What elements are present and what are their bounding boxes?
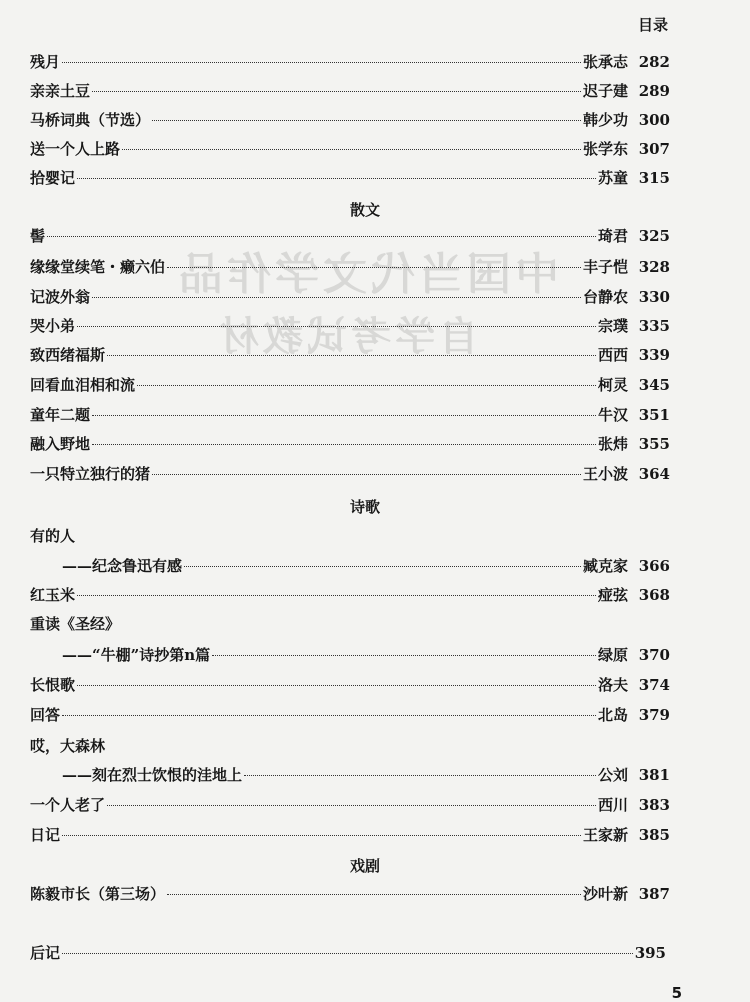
dot-leader	[137, 385, 596, 386]
page-number: 5	[671, 984, 682, 1002]
entry-author: 痖弦	[597, 586, 628, 604]
entry-author: 北岛	[597, 706, 628, 724]
dot-leader	[77, 326, 596, 327]
entry-title: 亲亲土豆	[30, 82, 91, 100]
entry-author: 张承志	[582, 53, 628, 71]
dot-leader	[77, 178, 596, 179]
entry-author: 西川	[597, 796, 628, 814]
entry-page: 328	[638, 258, 670, 276]
dot-leader	[212, 655, 596, 656]
entry-title: 陈毅市长（第三场）	[30, 885, 166, 903]
dot-leader	[77, 595, 596, 596]
entry-author: 张炜	[597, 435, 628, 453]
entry-author: 宗璞	[597, 317, 628, 335]
entry-page: 355	[638, 435, 670, 453]
toc-entry[interactable]	[30, 705, 670, 725]
entry-author: 洛夫	[597, 676, 628, 694]
entry-page: 364	[638, 465, 670, 483]
toc-entry[interactable]	[62, 765, 670, 785]
entry-page: 381	[638, 766, 670, 784]
toc-entry[interactable]	[30, 795, 670, 815]
entry-title: ——纪念鲁迅有感	[62, 557, 183, 575]
dot-leader	[167, 267, 581, 268]
entry-author: 臧克家	[582, 557, 628, 575]
poem-title[interactable]: 哎，大森林	[30, 737, 106, 755]
entry-title: 哭小弟	[30, 317, 76, 335]
toc-entry[interactable]	[30, 287, 670, 307]
entry-title: 送一个人上路	[30, 140, 121, 158]
dot-leader	[47, 236, 596, 237]
section-heading-drama: 戏剧	[349, 857, 380, 875]
entry-author: 苏童	[597, 169, 628, 187]
dot-leader	[77, 685, 596, 686]
entry-author: 牛汉	[597, 406, 628, 424]
bleed-through-text: 中国当代文学作品	[175, 249, 559, 300]
entry-title: 髻	[30, 227, 46, 245]
toc-entry[interactable]	[62, 645, 670, 665]
entry-author: 丰子恺	[582, 258, 628, 276]
entry-title: 一只特立独行的猪	[30, 465, 151, 483]
entry-page: 383	[638, 796, 670, 814]
entry-title: 一个人老了	[30, 796, 106, 814]
toc-entry[interactable]	[30, 226, 670, 246]
entry-author: 柯灵	[597, 376, 628, 394]
entry-page: 289	[638, 82, 670, 100]
toc-entry[interactable]	[30, 375, 670, 395]
entry-title: 红玉米	[30, 586, 76, 604]
entry-page: 366	[638, 557, 670, 575]
entry-page: 282	[638, 53, 670, 71]
entry-page: 374	[638, 676, 670, 694]
entry-title: 拾婴记	[30, 169, 76, 187]
toc-entry[interactable]	[30, 434, 670, 454]
entry-title: 缘缘堂续笔・癞六伯	[30, 258, 166, 276]
entry-page: 387	[638, 885, 670, 903]
dot-leader	[92, 415, 596, 416]
entry-page: 315	[638, 169, 670, 187]
toc-entry[interactable]	[30, 884, 670, 904]
toc-entry[interactable]	[30, 316, 670, 336]
toc-entry[interactable]	[30, 585, 670, 605]
entry-author: 王小波	[582, 465, 628, 483]
dot-leader	[122, 149, 581, 150]
dot-leader	[152, 120, 581, 121]
toc-entry[interactable]	[30, 81, 670, 101]
dot-leader	[92, 91, 581, 92]
entry-title: 后记	[30, 944, 61, 962]
entry-title: ——“牛棚”诗抄第n篇	[62, 646, 211, 664]
entry-page: 330	[638, 288, 670, 306]
entry-page: 368	[638, 586, 670, 604]
entry-author: 韩少功	[582, 111, 628, 129]
entry-title: 回答	[30, 706, 61, 724]
dot-leader	[167, 894, 581, 895]
dot-leader	[107, 355, 596, 356]
page-header: 目录	[637, 16, 668, 34]
entry-page: 370	[638, 646, 670, 664]
entry-author: 王家新	[582, 826, 628, 844]
dot-leader	[184, 566, 581, 567]
section-heading-poetry: 诗歌	[349, 498, 380, 516]
entry-author: 迟子建	[582, 82, 628, 100]
entry-page: 339	[638, 346, 670, 364]
entry-page: 307	[638, 140, 670, 158]
entry-page: 379	[638, 706, 670, 724]
bleed-through-text: 自学考试教材	[215, 314, 479, 360]
toc-entry[interactable]	[30, 825, 670, 845]
entry-author: 琦君	[597, 227, 628, 245]
entry-title: 融入野地	[30, 435, 91, 453]
dot-leader	[244, 775, 596, 776]
entry-page: 395	[634, 944, 666, 962]
dot-leader	[92, 444, 596, 445]
toc-entry[interactable]	[30, 257, 670, 277]
toc-entry[interactable]	[30, 464, 670, 484]
toc-entry[interactable]	[30, 405, 670, 425]
entry-title: 童年二题	[30, 406, 91, 424]
entry-author: 公刘	[597, 766, 628, 784]
entry-page: 345	[638, 376, 670, 394]
entry-author: 张学东	[582, 140, 628, 158]
dot-leader	[62, 953, 633, 954]
toc-entry[interactable]	[30, 110, 670, 130]
toc-entry[interactable]	[62, 556, 670, 576]
toc-entry[interactable]	[30, 168, 670, 188]
entry-title: 回看血泪相和流	[30, 376, 136, 394]
dot-leader	[62, 835, 581, 836]
entry-title: 日记	[30, 826, 61, 844]
entry-author: 西西	[597, 346, 628, 364]
dot-leader	[152, 474, 581, 475]
entry-page: 300	[638, 111, 670, 129]
section-heading-prose: 散文	[349, 201, 380, 219]
toc-entry[interactable]	[30, 345, 670, 365]
entry-author: 沙叶新	[582, 885, 628, 903]
entry-page: 385	[638, 826, 670, 844]
entry-title: 长恨歌	[30, 676, 76, 694]
dot-leader	[92, 297, 581, 298]
entry-page: 325	[638, 227, 670, 245]
toc-entry[interactable]	[30, 675, 670, 695]
entry-title: 马桥词典（节选）	[30, 111, 151, 129]
entry-page: 351	[638, 406, 670, 424]
dot-leader	[107, 805, 596, 806]
entry-title: 记波外翁	[30, 288, 91, 306]
dot-leader	[62, 715, 596, 716]
toc-entry[interactable]	[30, 52, 670, 72]
entry-title: 致西绪福斯	[30, 346, 106, 364]
dot-leader	[62, 62, 581, 63]
poem-title[interactable]: 有的人	[30, 527, 76, 545]
poem-title[interactable]: 重读《圣经》	[30, 615, 121, 633]
entry-title: 残月	[30, 53, 61, 71]
entry-page: 335	[638, 317, 670, 335]
entry-author: 绿原	[597, 646, 628, 664]
toc-entry[interactable]	[30, 139, 670, 159]
toc-entry-afterword[interactable]	[30, 942, 666, 963]
entry-title: ——刻在烈士饮恨的洼地上	[62, 766, 243, 784]
entry-author: 台静农	[582, 288, 628, 306]
